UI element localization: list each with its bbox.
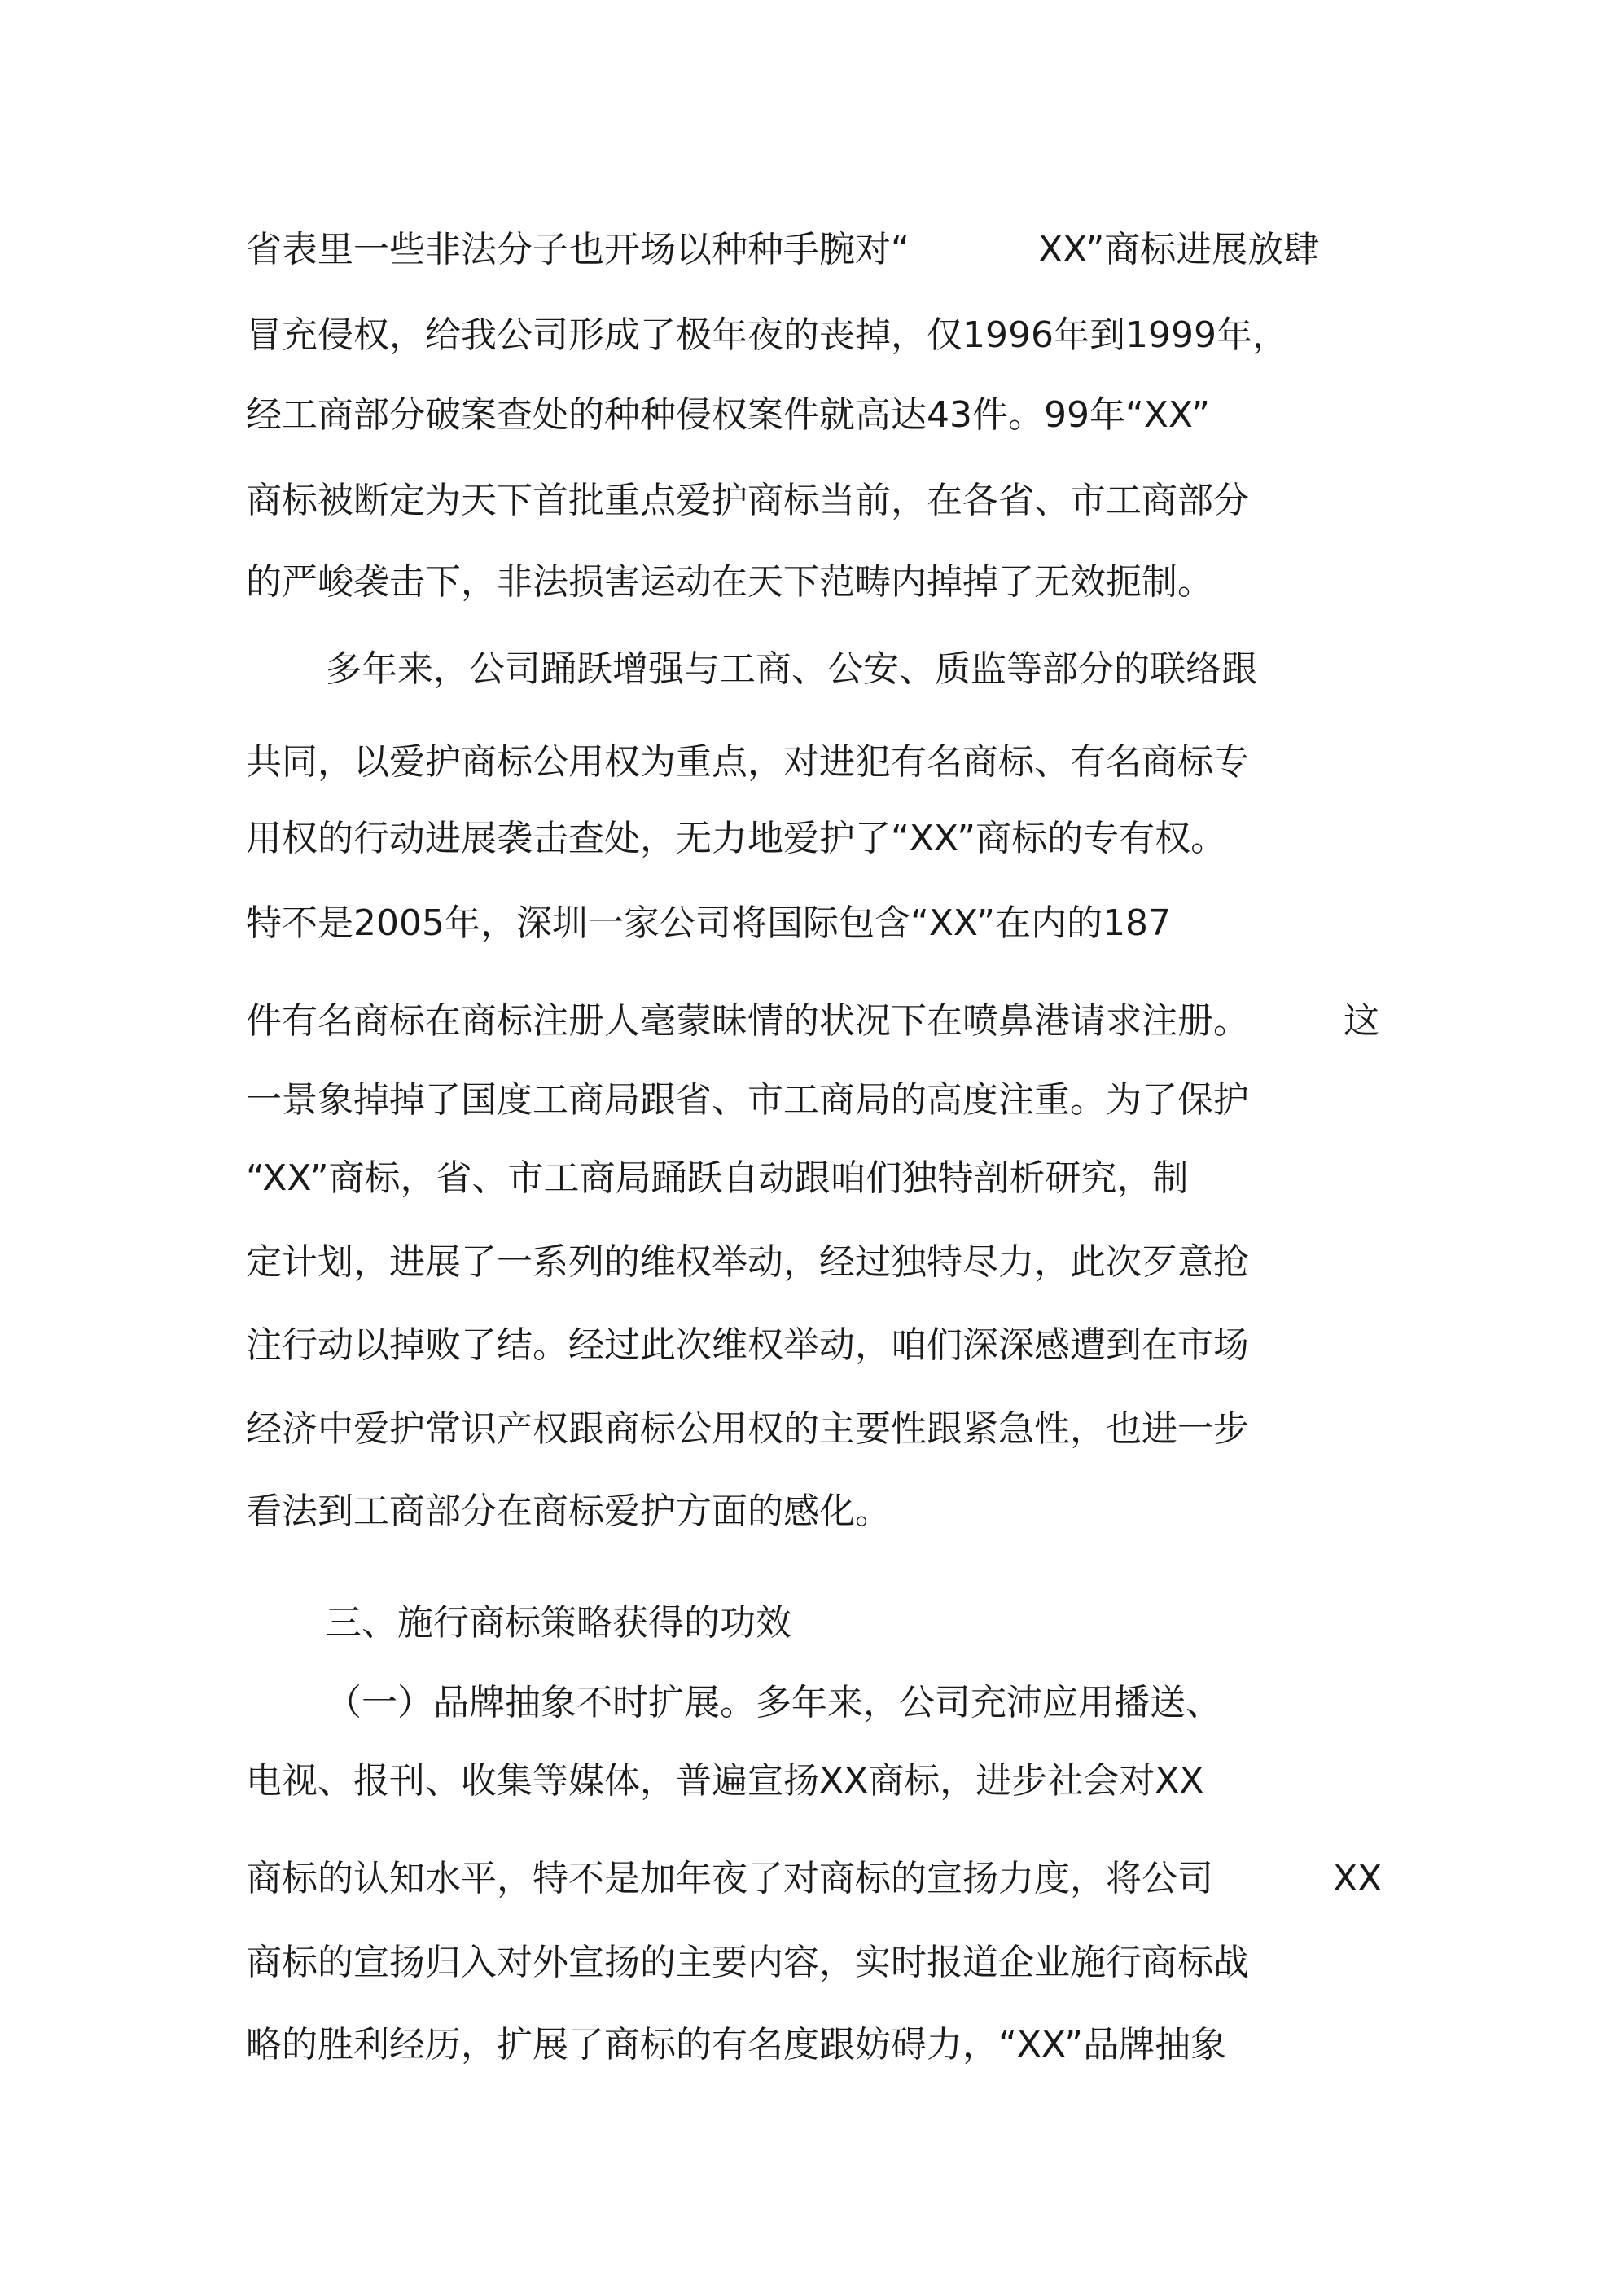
text-segment: （一）品牌抽象不时扩展。多年来，公司充沛应用播送、: [326, 1682, 1221, 1723]
text-segment: 看法到工商部分在商标爱护方面的感化。: [246, 1490, 891, 1532]
text-segment: “XX”商标，省、市工商局踊跃自动跟咱们独特剖析研究，制: [246, 1157, 1189, 1199]
text-segment: 用权的行动进展袭击查处，无力地爱护了“XX”商标的专有权。: [246, 818, 1227, 859]
text-segment: 注行动以掉败了结。经过此次维权举动，咱们深深感遭到在市场: [246, 1324, 1249, 1366]
text-segment: 经济中爱护常识产权跟商标公用权的主要性跟紧急性，也进一步: [246, 1408, 1249, 1450]
text-segment: 商标的认知水平，特不是加年夜了对商标的宣扬力度，将公司: [246, 1858, 1213, 1899]
text-segment: 这: [1344, 1000, 1379, 1042]
text-segment: 商标的宣扬归入对外宣扬的主要内容，实时报道企业施行商标战: [246, 1942, 1249, 1983]
text-segment: 三、施行商标策略获得的功效: [326, 1602, 791, 1644]
text-segment: 定计划，进展了一系列的维权举动，经过独特尽力，此次歹意抢: [246, 1241, 1249, 1283]
text-segment: 一景象掉掉了国度工商局跟省、市工商局的高度注重。为了保护: [246, 1079, 1249, 1121]
text-segment: 冒充侵权，给我公司形成了极年夜的丧掉，仅1996年到1999年，: [246, 314, 1288, 356]
text-segment: 经工商部分破案查处的种种侵权案件就高达43件。99年“XX”: [246, 394, 1211, 436]
text-segment: 特不是2005年，深圳一家公司将国际包含“XX”在内的187: [246, 902, 1172, 944]
text-segment: XX: [1333, 1858, 1383, 1899]
text-segment: 多年来，公司踊跃增强与工商、公安、质监等部分的联络跟: [326, 648, 1257, 690]
text-segment: 商标被断定为天下首批重点爱护商标当前，在各省、市工商部分: [246, 480, 1249, 521]
text-segment: 共同，以爱护商标公用权为重点，对进犯有名商标、有名商标专: [246, 741, 1249, 783]
text-segment: 略的胜利经历，扩展了商标的有名度跟妨碍力，“XX”品牌抽象: [246, 2024, 1227, 2066]
text-segment: 电视、报刊、收集等媒体，普遍宣扬XX商标，进步社会对XX: [246, 1760, 1204, 1802]
text-segment: XX”商标进展放肆: [1038, 229, 1320, 270]
text-segment: 的严峻袭击下，非法损害运动在天下范畴内掉掉了无效扼制。: [246, 561, 1213, 603]
text-segment: 省表里一些非法分子也开场以种种手腕对“: [246, 229, 910, 270]
text-segment: 件有名商标在商标注册人毫蒙昧情的状况下在喷鼻港请求注册。: [246, 1000, 1249, 1042]
